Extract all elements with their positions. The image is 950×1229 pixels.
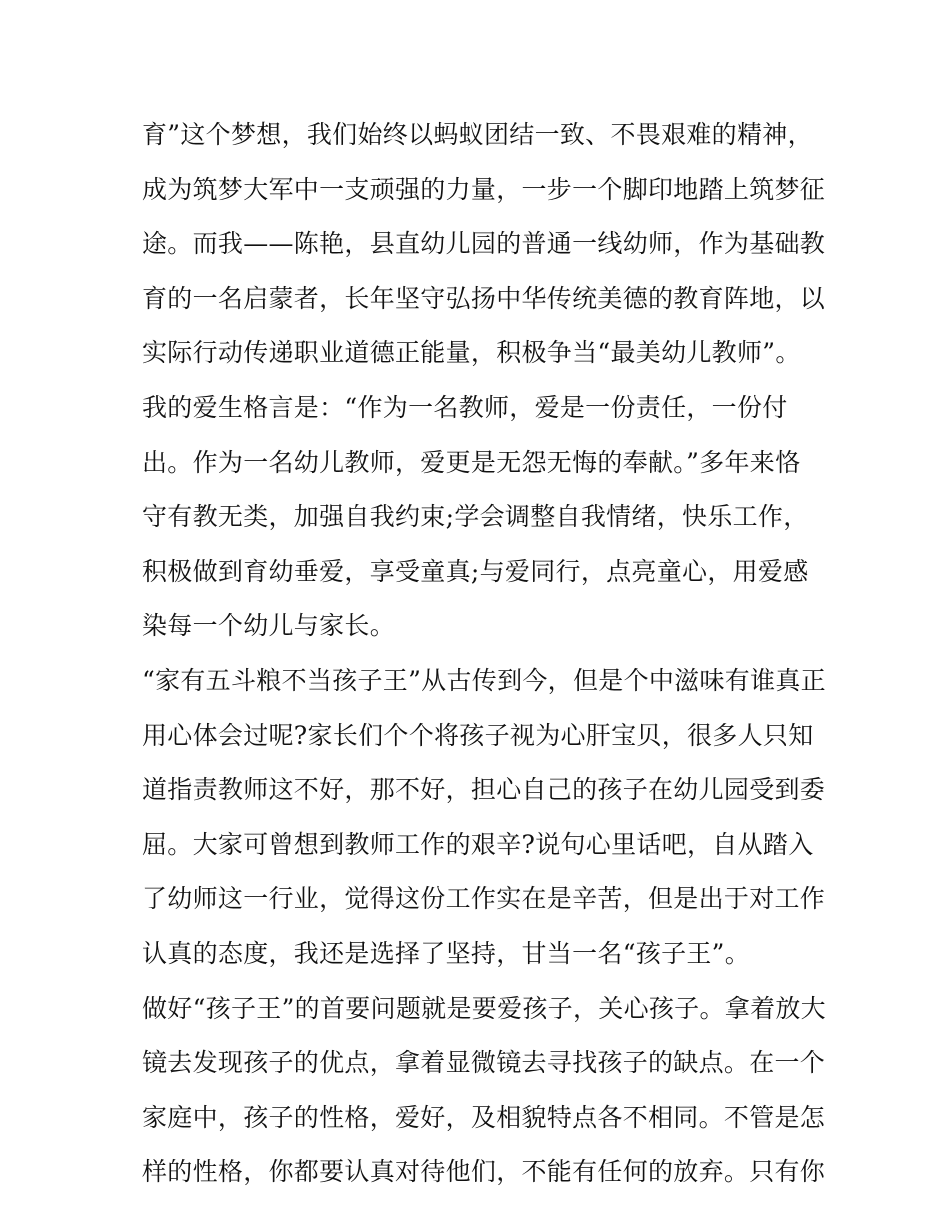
body-text — [142, 108, 826, 1200]
text-line: 成为筑梦大军中一支顽强的力量，一步一个脚印地踏上筑梦征 — [142, 174, 826, 204]
text-line: 样的性格，你都要认真对待他们，不能有任何的放弃。只有你 — [142, 1157, 826, 1187]
text-line: 屈。大家可曾想到教师工作的艰辛?说句心里话吧，自从踏入 — [142, 829, 814, 859]
text-line: 积极做到育幼垂爱，享受童真;与爱同行，点亮童心，用爱感 — [142, 556, 809, 586]
text-line: 出。作为一名幼儿教师，爱更是无怨无悔的奉献。”多年来恪 — [142, 447, 801, 477]
text-line: 家庭中，孩子的性格，爱好，及相貌特点各不相同。不管是怎 — [142, 1102, 826, 1132]
text-line: 道指责教师这不好，那不好，担心自己的孩子在幼儿园受到委 — [142, 775, 826, 805]
text-line: “家有五斗粮不当孩子王”从古传到今，但是个中滋味有谁真正 — [142, 665, 826, 695]
text-line: 用心体会过呢?家长们个个将孩子视为心肝宝贝，很多人只知 — [142, 720, 814, 750]
text-line: 实际行动传递职业道德正能量，积极争当“最美幼儿教师”。 — [142, 338, 801, 368]
text-line: 认真的态度，我还是选择了坚持，甘当一名“孩子王”。 — [142, 938, 751, 968]
text-line: 我的爱生格言是：“作为一名教师，爱是一份责任，一份付 — [142, 392, 788, 422]
text-line: 做好“孩子王”的首要问题就是要爱孩子，关心孩子。拿着放大 — [142, 993, 826, 1023]
text-line: 染每一个幼儿与家长。 — [142, 611, 396, 641]
text-line: 守有教无类，加强自我约束;学会调整自我情绪，快乐工作， — [142, 502, 809, 532]
text-line: 育的一名启蒙者，长年坚守弘扬中华传统美德的教育阵地，以 — [142, 283, 826, 313]
text-line: 途。而我——陈艳，县直幼儿园的普通一线幼师，作为基础教 — [142, 229, 826, 259]
text-line: 育”这个梦想，我们始终以蚂蚁团结一致、不畏艰难的精神， — [142, 120, 813, 149]
text-line: 镜去发现孩子的优点，拿着显微镜去寻找孩子的缺点。在一个 — [142, 1048, 826, 1078]
text-line: 了幼师这一行业，觉得这份工作实在是辛苦，但是出于对工作 — [142, 884, 826, 914]
